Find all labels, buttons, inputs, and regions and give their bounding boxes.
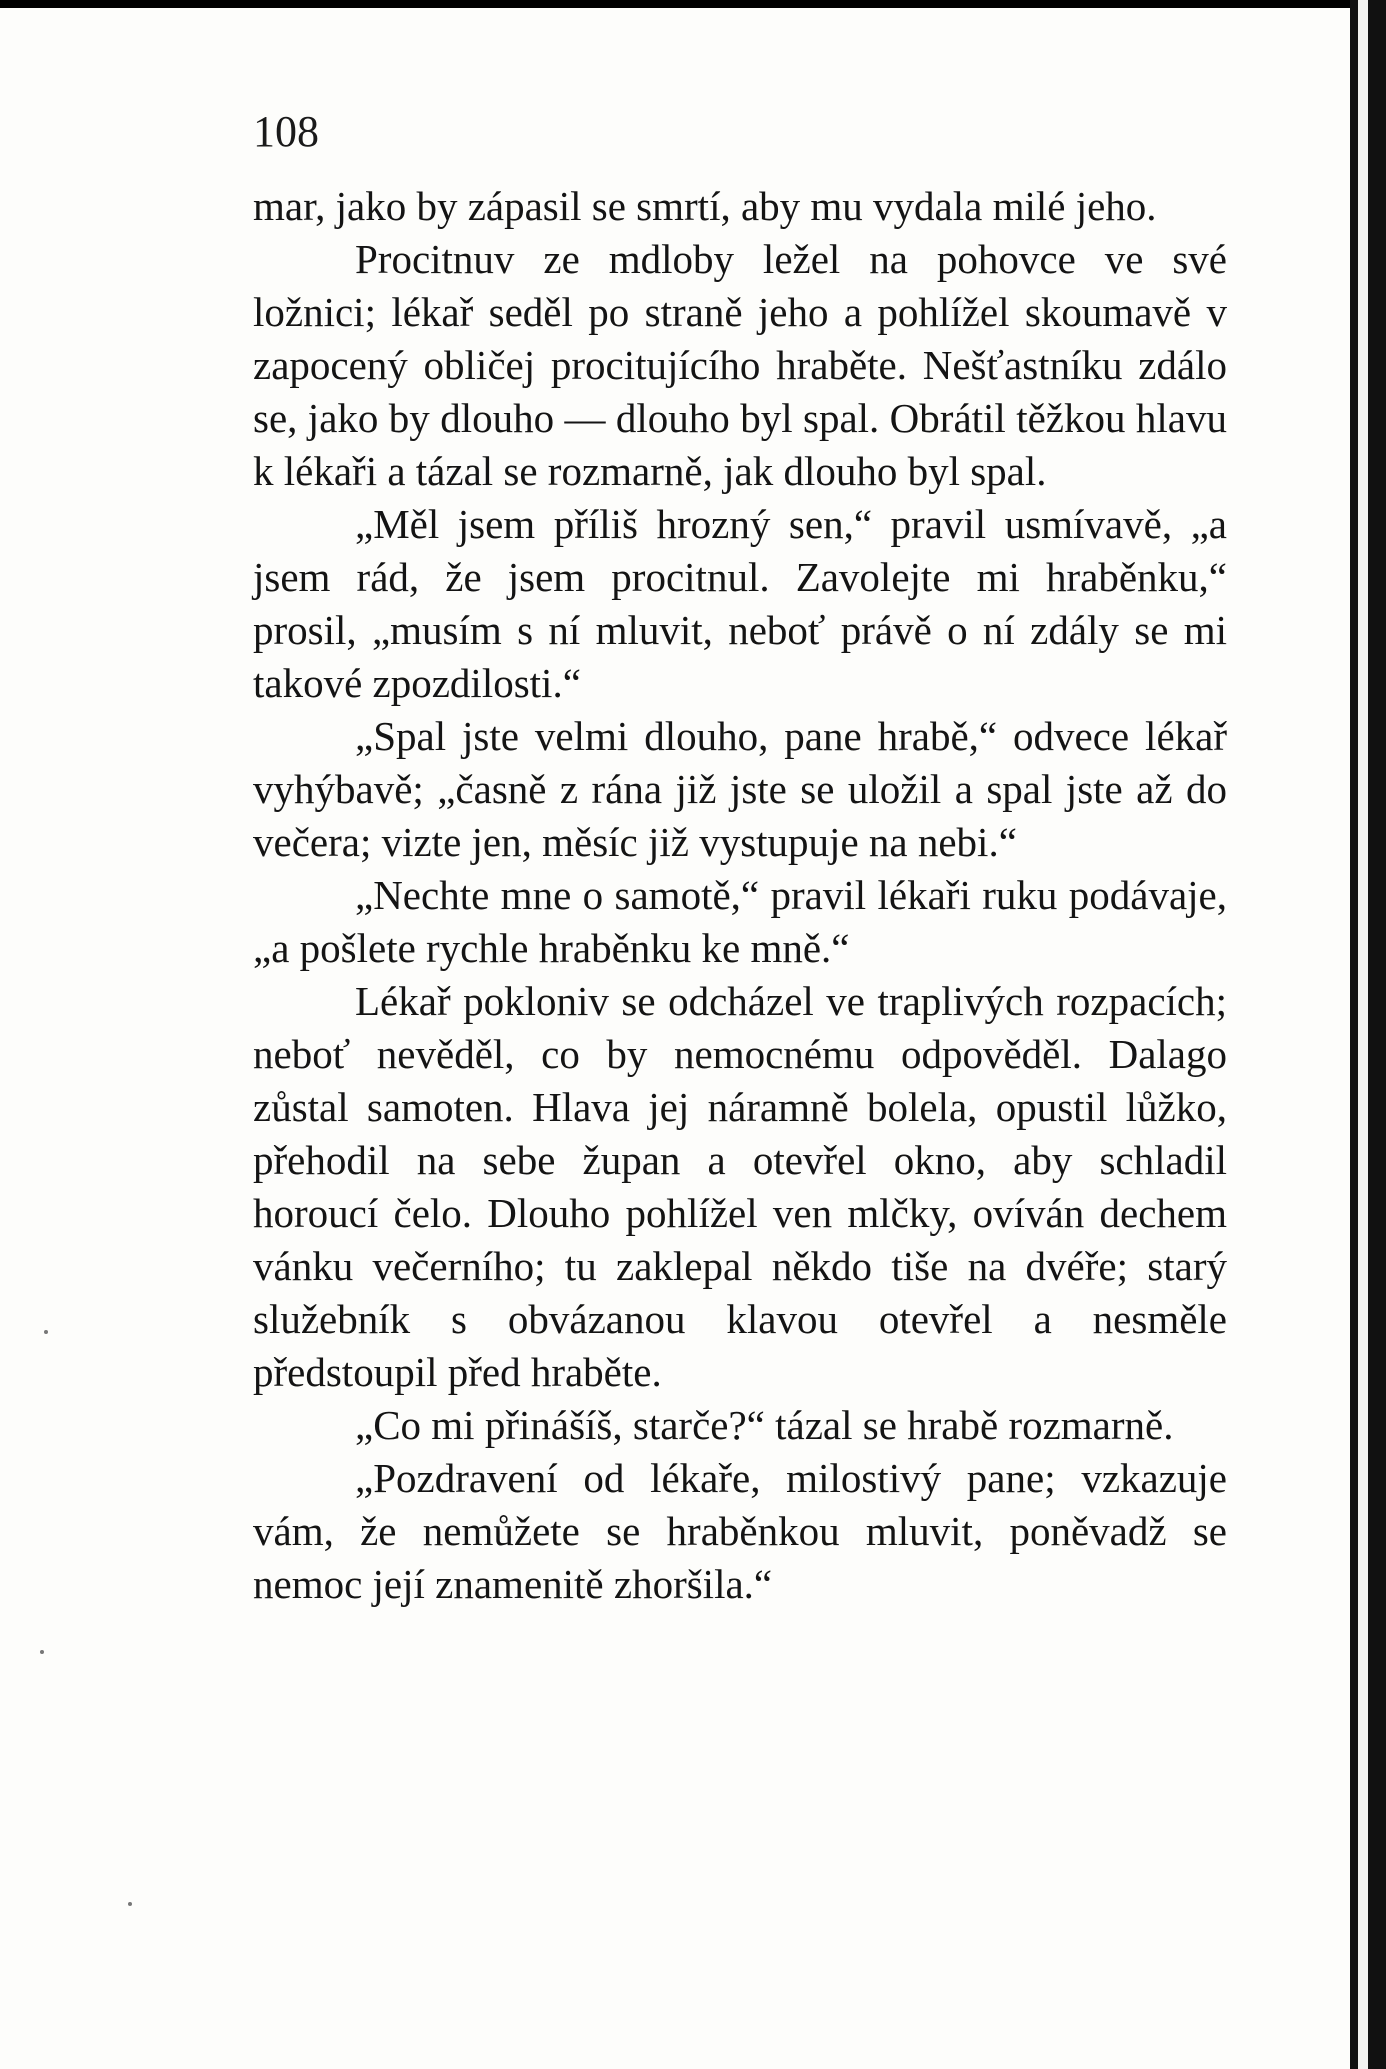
page-edge-shadow [1350, 0, 1386, 2069]
paper-speck [44, 1330, 48, 1334]
paragraph-3: „Měl jsem příliš hrozný sen,“ pravil usmívavě, „a jsem rád, že jsem procitnul. Zavolejte mi hraběnku,“ prosil, „musím s ní mluvit, neboť právě o ní zdály se mi takové zpozdilosti.“ [253, 501, 1227, 706]
page-edge-line [1358, 0, 1368, 2069]
paragraph-6: Lékař pokloniv se odcházel ve traplivých rozpacích; neboť nevěděl, co by nemocnému odpověděl. Dalago zůstal samoten. Hlava jej náramně bolela, opustil lůžko, přehodil na sebe župan a otevřel okno, aby schladil horoucí čelo. Dlouho pohlížel ven mlčky, ovíván dechem vánku večerního; tu zaklepal někdo tiše na dvéře; starý služebník s obvázanou klavou otevřel a nesměle předstoupil před hraběte. [253, 978, 1227, 1395]
page-body-text [253, 180, 1227, 1611]
paper-speck [128, 1902, 132, 1906]
paragraph-4: „Spal jste velmi dlouho, pane hrabě,“ odvece lékař vyhýbavě; „časně z rána již jste se uložil a spal jste až do večera; vizte jen, měsíc již vystupuje na nebi.“ [253, 713, 1227, 865]
paragraph-2: Procitnuv ze mdloby ležel na pohovce ve své ložnici; lékař seděl po straně jeho a pohlížel skoumavě v zapocený obličej procitujícího hraběte. Nešťastníku zdálo se, jako by dlouho — dlouho byl spal. Obrátil těžkou hlavu k lékaři a tázal se rozmarně, jak dlouho byl spal. [253, 236, 1227, 494]
paragraph-5: „Nechte mne o samotě,“ pravil lékaři ruku podávaje, „a pošlete rychle hraběnku ke mně.“ [253, 872, 1227, 971]
paper-speck [40, 1650, 44, 1654]
book-page [0, 8, 1350, 2069]
paragraph-8: „Pozdravení od lékaře, milostivý pane; vzkazuje vám, že nemůžete se hraběnkou mluvit, poněvadž se nemoc její znamenitě zhoršila.“ [253, 1455, 1227, 1607]
paragraph-1: mar, jako by zápasil se smrtí, aby mu vydala milé jeho. [253, 183, 1157, 229]
paragraph-7: „Co mi přinášíš, starče?“ tázal se hrabě rozmarně. [355, 1402, 1174, 1448]
page-number: 108 [253, 107, 319, 156]
